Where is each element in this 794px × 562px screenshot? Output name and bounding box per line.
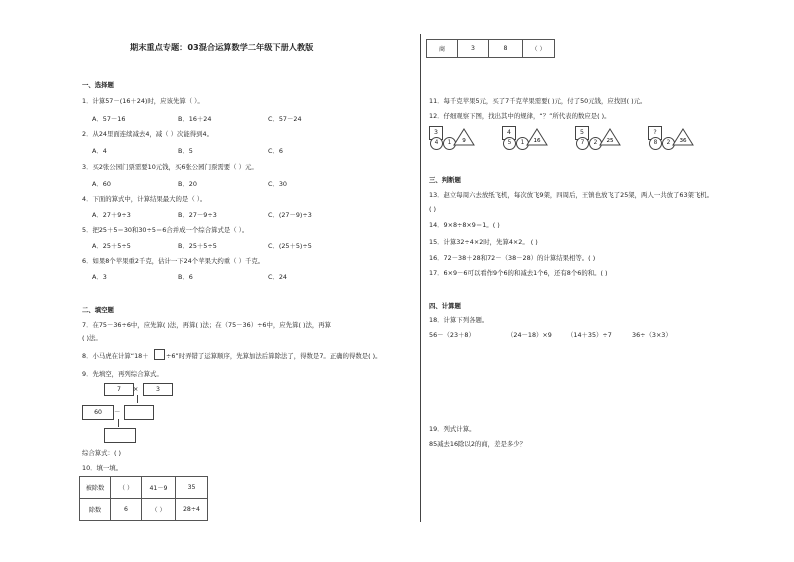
q3-option-c: C．30 (268, 180, 287, 188)
top-table-cell: 3 (458, 40, 489, 58)
top-table-cell: 8 (489, 40, 523, 58)
question-13-line2: ( ) (429, 205, 437, 213)
q12-triangle (527, 129, 547, 145)
q12-triangle (673, 129, 693, 145)
q9-box-7: 7 (104, 383, 134, 396)
question-5: 5．把25＋5＝30和30÷5＝6合并成一个综合算式是（ ）。 (82, 226, 249, 234)
question-8-suffix: ÷6”时弄错了运算顺序，先算加法后算除法了，得数是7。正确的得数是( )。 (166, 352, 382, 360)
question-14: 14．9×8÷8×9＝1。( ) (429, 221, 500, 229)
q5-option-c: C．(25＋5)÷5 (268, 242, 312, 250)
question-12: 12．仔细观察下图，找出其中的规律，“？”所代表的数应是( )。 (429, 112, 611, 120)
q1-option-b: B．16＋24 (178, 115, 212, 123)
q2-option-c: C．6 (268, 147, 283, 155)
q9-box-3: 3 (143, 383, 173, 396)
q12-triangle-label: 9 (462, 138, 466, 144)
q18-item-4: 36÷（3×3） (632, 331, 672, 339)
question-11: 11．每千克苹果5元，买了7千克苹果需要( )元，付了50元钱，应找回( )元。 (429, 97, 647, 105)
q12-triangle-label: 25 (606, 138, 614, 144)
q9-combined-formula: 综合算式：( ) (82, 449, 121, 457)
q12-circle-left: 8 (649, 137, 662, 150)
section-calc-heading: 四、计算题 (429, 302, 461, 310)
question-7-line2: ( )法。 (82, 334, 102, 342)
q4-option-a: A．27＋9÷3 (92, 211, 131, 219)
q9-blank-box-result (104, 428, 136, 443)
question-4: 4．下面的算式中，计算结果最大的是（ ）。 (82, 195, 207, 203)
question-6: 6．如果8个苹果重2千克，估计一下24个苹果大约重（ ）千克。 (82, 257, 265, 265)
section-choice-heading: 一、选择题 (82, 81, 114, 89)
q5-option-a: A．25＋5÷5 (92, 242, 131, 250)
question-9: 9．先填空，再列综合算式。 (82, 370, 163, 378)
q2-option-a: A．4 (92, 147, 107, 155)
question-10: 10．填一填。 (82, 464, 123, 472)
q3-option-b: B．20 (178, 180, 197, 188)
q12-triangle (454, 129, 474, 145)
q12-circle-right: 1 (443, 137, 456, 150)
q10-cell: 28÷4 (176, 499, 208, 521)
top-table-cell: 商 (427, 40, 458, 58)
q10-table (79, 476, 208, 521)
q10-cell: 除数 (80, 499, 111, 521)
q3-option-a: A．60 (92, 180, 111, 188)
q12-square: ? (648, 126, 662, 140)
q18-item-1: 56－（23＋8） (429, 331, 475, 339)
question-8-prefix: 8．小马虎在计算“18＋ (82, 352, 149, 360)
question-19-text: 85减去16除以2的商，差是多少？ (429, 440, 527, 448)
page-title: 期末重点专题：03混合运算数学二年级下册人教版 (130, 42, 314, 52)
q12-circle-right: 2 (589, 137, 602, 150)
question-17: 17．6×9－6可以看作9个6的和减去1个6，还有8个6的和。( ) (429, 269, 608, 277)
q18-item-3: （14＋35）÷7 (567, 331, 612, 339)
q12-square: 4 (502, 126, 516, 140)
q9-connector (137, 395, 138, 403)
q12-square: 3 (429, 126, 443, 140)
q9-times-sign: × (133, 385, 139, 393)
question-16: 16．72－38＋28和72－（38－28）的计算结果相等。( ) (429, 254, 596, 262)
q12-circle-left: 5 (503, 137, 516, 150)
q10-table-continued (426, 39, 555, 58)
q12-square: 5 (575, 126, 589, 140)
column-divider (420, 34, 421, 522)
q18-item-2: （24－18）×9 (507, 331, 552, 339)
q9-connector-2 (118, 419, 119, 427)
q5-option-b: B．25＋5÷5 (178, 242, 217, 250)
q10-cell: 6 (111, 499, 142, 521)
top-table-cell: （ ） (523, 40, 555, 58)
q9-blank-box-middle (124, 405, 154, 420)
q10-cell: （ ） (111, 477, 142, 499)
question-2: 2．从24里面连续减去4，减（ ）次能得到4。 (82, 130, 214, 138)
q12-circle-right: 1 (516, 137, 529, 150)
q1-option-a: A．57－16 (92, 115, 126, 123)
q12-triangle-label: 16 (533, 138, 541, 144)
question-13-line1: 13．赵立每周六去放纸飞机，每次放飞9架，四周后，王镇也放飞了25架，两人一共放了63架飞机。 (429, 191, 714, 199)
question-15: 15．计算32÷4×2时，先算4×2。 ( ) (429, 238, 538, 246)
question-18: 18．计算下列各题。 (429, 316, 489, 324)
question-3: 3．买2张公园门票需要10元钱，买6张公园门票需要（ ）元。 (82, 163, 258, 171)
section-judge-heading: 三、判断题 (429, 176, 461, 184)
question-7-line1: 7．在75－36÷6中，应先算( )法，再算( )法；在（75－36）÷6中，应先算( )法，再算 (82, 321, 332, 329)
q6-option-c: C．24 (268, 273, 287, 281)
q12-circle-left: 4 (430, 137, 443, 150)
q12-triangle (600, 129, 620, 145)
q2-option-b: B．5 (178, 147, 193, 155)
q10-cell: 41－9 (142, 477, 176, 499)
q4-option-c: C．(27－9)÷3 (268, 211, 312, 219)
q12-triangle-label: 36 (679, 138, 687, 144)
question-1: 1．计算57－(16＋24)时，应该先算（ ）。 (82, 97, 204, 105)
question-19: 19．列式计算。 (429, 425, 476, 433)
q6-option-b: B．6 (178, 273, 193, 281)
q6-option-a: A．3 (92, 273, 107, 281)
q10-cell: 35 (176, 477, 208, 499)
section-fill-heading: 二、填空题 (82, 306, 114, 314)
q10-cell: 被除数 (80, 477, 111, 499)
q10-cell: （ ） (142, 499, 176, 521)
q9-minus-sign: － (114, 408, 121, 416)
q8-blank-box (154, 349, 165, 360)
q9-box-60: 60 (82, 405, 114, 420)
q4-option-b: B．27－9÷3 (178, 211, 217, 219)
q12-circle-left: 7 (576, 137, 589, 150)
q1-option-c: C．57－24 (268, 115, 302, 123)
q12-circle-right: 2 (662, 137, 675, 150)
